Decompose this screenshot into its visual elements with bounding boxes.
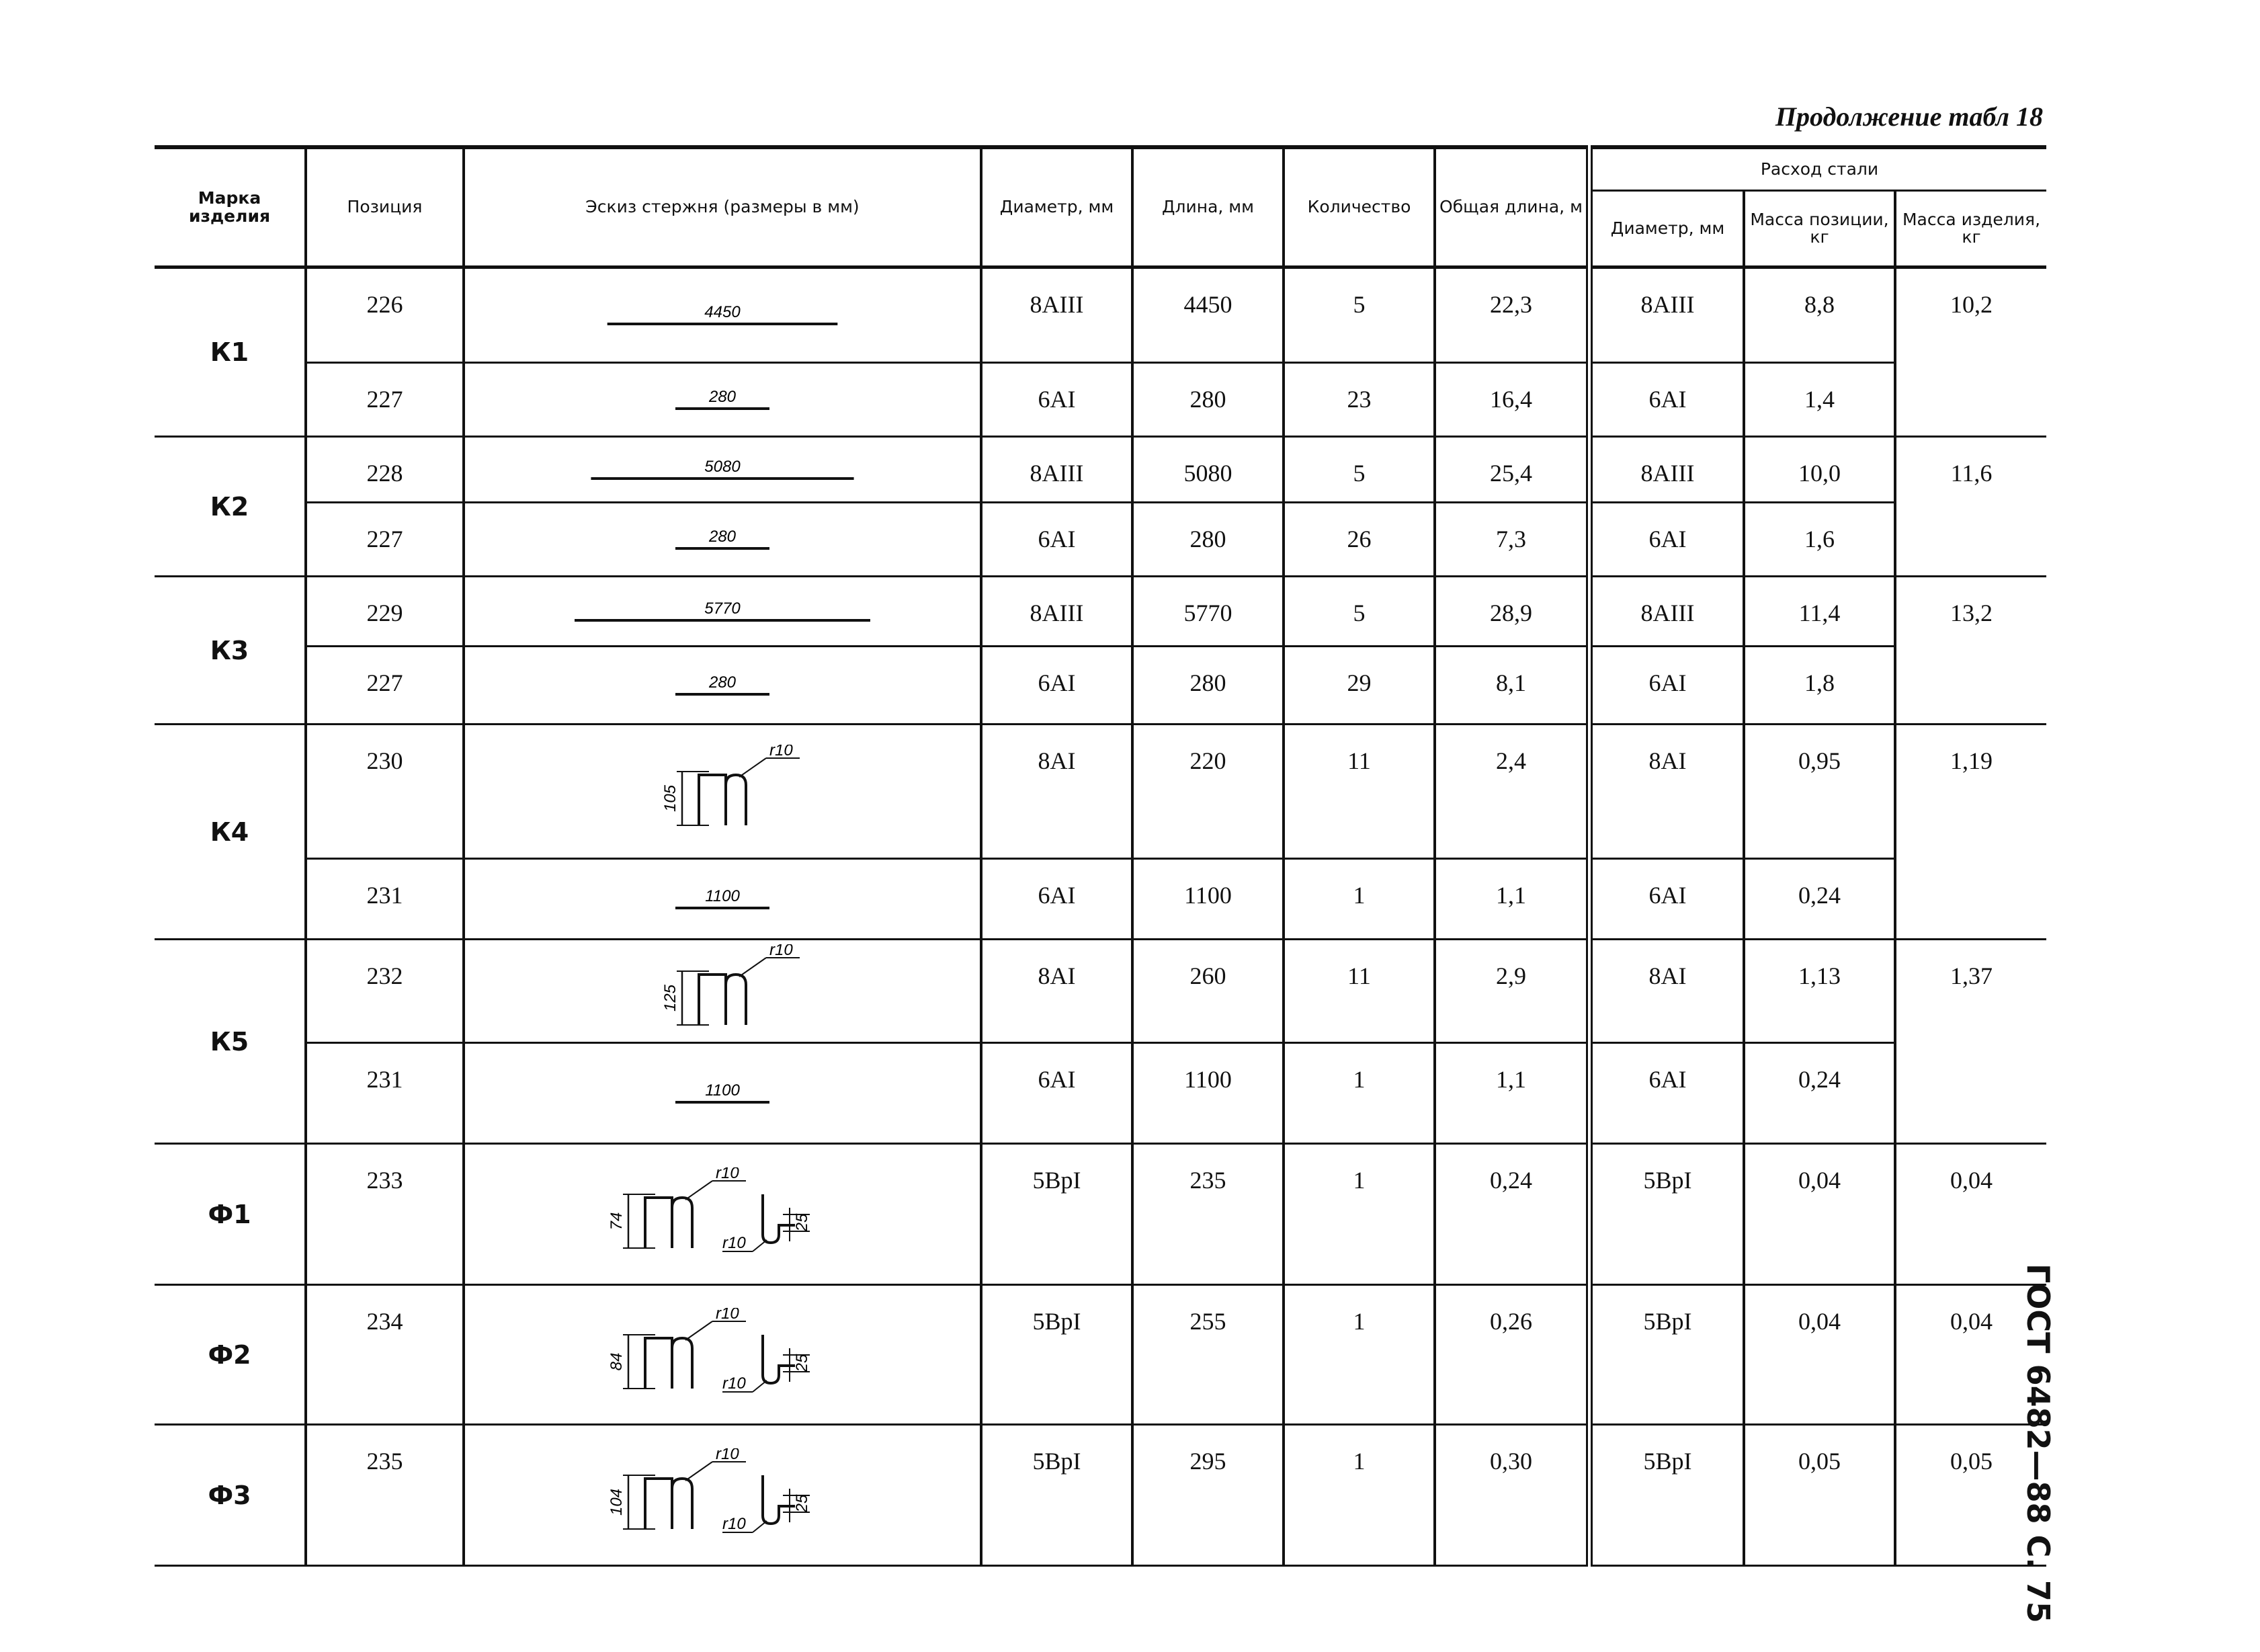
table-caption: Продолжение табл 18 [1775,101,2043,132]
sketch-dimension-label: r10 [769,744,793,759]
sketch-dimension-label: r10 [716,1307,739,1323]
table-row [155,503,2046,577]
position-mass-value: 0,24 [1744,859,1895,940]
quantity-value: 29 [1284,647,1435,725]
quantity-value: 1 [1284,1043,1435,1144]
table-row [155,859,2046,940]
bent-bar-sketch [581,745,864,839]
quantity-value: 5 [1284,267,1435,363]
sketch-dimension-label: 280 [708,527,737,546]
bar-sketch [464,577,981,647]
quantity-value: 5 [1284,437,1435,503]
sketch-dimension-label: 5080 [704,457,741,476]
bar-sketch [464,267,981,363]
item-mass-value: 0,04 [1895,1285,2046,1425]
steel-diameter-value: 5ВрI [1589,1285,1744,1425]
table-row [155,437,2046,503]
sketch-dimension-label: 125 [661,984,679,1011]
sketch-dimension-label: r10 [722,1233,746,1252]
length-value: 280 [1132,647,1284,725]
header-position: Позиция [306,147,464,267]
bent-bar-line [645,1338,692,1389]
diameter-value: 5ВрI [981,1425,1132,1566]
item-mark: К3 [155,577,306,725]
quantity-value: 1 [1284,1285,1435,1425]
position-number: 233 [306,1144,464,1285]
header-length: Длина, мм [1132,147,1284,267]
sketch-dimension-label: 280 [708,673,737,692]
item-mass-value: 0,04 [1895,1144,2046,1285]
position-number: 230 [306,725,464,859]
total-length-value: 0,26 [1435,1285,1589,1425]
item-mass-value: 1,37 [1895,940,2046,1144]
position-mass-value: 1,6 [1744,503,1895,577]
table-row [155,647,2046,725]
total-length-value: 2,9 [1435,940,1589,1043]
sketch-dimension-label: 1100 [705,886,740,905]
header-mark: Марка изделия [155,147,306,267]
diameter-value: 5ВрI [981,1144,1132,1285]
item-mark: К4 [155,725,306,940]
table-row [155,940,2046,1043]
diameter-value: 6АI [981,859,1132,940]
sketch-dimension-label: 104 [608,1488,626,1516]
sketch-dimension-label: 84 [608,1352,626,1370]
steel-diameter-value: 5ВрI [1589,1425,1744,1566]
bent-bar-line [645,1479,692,1529]
sketch-dimension-label: r10 [716,1448,739,1463]
diameter-value: 8АIII [981,577,1132,647]
item-mass-value: 1,19 [1895,725,2046,940]
sketch-dimension-label: r10 [722,1374,746,1393]
item-mark: Ф3 [155,1425,306,1566]
position-number: 229 [306,577,464,647]
position-number: 235 [306,1425,464,1566]
bar-sketch [464,437,981,503]
quantity-value: 11 [1284,940,1435,1043]
total-length-value: 1,1 [1435,1043,1589,1144]
header-diameter: Диаметр, мм [981,147,1132,267]
length-value: 260 [1132,940,1284,1043]
bar-sketch [464,725,981,859]
bar-sketch [464,1144,981,1285]
straight-bar-sketch [561,292,884,339]
bent-bar-line [699,775,746,825]
sketch-dimension-label: 74 [608,1212,626,1230]
length-value: 4450 [1132,267,1284,363]
straight-bar-sketch [561,446,884,493]
position-number: 234 [306,1285,464,1425]
length-value: 280 [1132,363,1284,437]
bar-sketch [464,1425,981,1566]
table-row [155,1425,2046,1566]
quantity-value: 26 [1284,503,1435,577]
total-length-value: 1,1 [1435,859,1589,940]
position-number: 227 [306,503,464,577]
quantity-value: 11 [1284,725,1435,859]
position-number: 231 [306,1043,464,1144]
item-mass-value: 0,05 [1895,1425,2046,1566]
bar-sketch [464,859,981,940]
position-mass-value: 10,0 [1744,437,1895,503]
steel-diameter-value: 6АI [1589,503,1744,577]
position-mass-value: 0,04 [1744,1285,1895,1425]
total-length-value: 8,1 [1435,647,1589,725]
length-value: 1100 [1132,859,1284,940]
header-total-length: Общая длина, м [1435,147,1589,267]
sketch-dimension-label: 25 [793,1213,811,1231]
diameter-value: 6АI [981,1043,1132,1144]
item-mass-value: 13,2 [1895,577,2046,725]
position-number: 227 [306,363,464,437]
straight-bar-sketch [561,376,884,423]
diameter-value: 6АI [981,503,1132,577]
position-number: 228 [306,437,464,503]
total-length-value: 7,3 [1435,503,1589,577]
steel-diameter-value: 6АI [1589,363,1744,437]
total-length-value: 28,9 [1435,577,1589,647]
table-row [155,577,2046,647]
position-mass-value: 11,4 [1744,577,1895,647]
item-mark: К1 [155,267,306,437]
position-mass-value: 1,13 [1744,940,1895,1043]
position-number: 227 [306,647,464,725]
table-row [155,1144,2046,1285]
length-value: 280 [1132,503,1284,577]
sketch-dimension-label: 105 [661,784,679,812]
table-row [155,1043,2046,1144]
steel-diameter-value: 5ВрI [1589,1144,1744,1285]
bar-sketch [464,1043,981,1144]
item-mark: Ф2 [155,1285,306,1425]
quantity-value: 1 [1284,1425,1435,1566]
table-row [155,1285,2046,1425]
length-value: 220 [1132,725,1284,859]
header-quantity: Количество [1284,147,1435,267]
sketch-dimension-label: 25 [793,1494,811,1512]
length-value: 255 [1132,1285,1284,1425]
sketch-dimension-label: 1100 [705,1081,740,1100]
straight-bar-sketch [561,516,884,563]
bent-bar-line [645,1198,692,1248]
position-number: 231 [306,859,464,940]
length-value: 5080 [1132,437,1284,503]
position-mass-value: 1,4 [1744,363,1895,437]
total-length-value: 16,4 [1435,363,1589,437]
straight-bar-sketch [561,662,884,709]
sketch-dimension-label: 5770 [704,599,741,618]
diameter-value: 8АIII [981,437,1132,503]
position-mass-value: 8,8 [1744,267,1895,363]
item-mass-value: 11,6 [1895,437,2046,577]
sketch-dimension-label: 4450 [704,303,741,321]
straight-bar-sketch [561,588,884,635]
position-mass-value: 1,8 [1744,647,1895,725]
straight-bar-sketch [561,1070,884,1117]
position-number: 226 [306,267,464,363]
bent-bar-sketch [581,1167,864,1262]
bent-bar-sketch [581,944,864,1038]
steel-diameter-value: 8АI [1589,940,1744,1043]
header-item-mass: Масса изделия, кг [1895,191,2046,267]
table-row [155,267,2046,363]
diameter-value: 5ВрI [981,1285,1132,1425]
position-mass-value: 0,05 [1744,1425,1895,1566]
bar-sketch [464,503,981,577]
item-mark: К5 [155,940,306,1144]
steel-diameter-value: 8АIII [1589,267,1744,363]
header-pos-mass: Масса позиции, кг [1744,191,1895,267]
steel-diameter-value: 6АI [1589,859,1744,940]
steel-diameter-value: 6АI [1589,647,1744,725]
steel-table [155,145,2046,1567]
quantity-value: 5 [1284,577,1435,647]
quantity-value: 23 [1284,363,1435,437]
steel-diameter-value: 8АIII [1589,437,1744,503]
length-value: 5770 [1132,577,1284,647]
bent-bar-line [699,975,746,1025]
diameter-value: 8АI [981,940,1132,1043]
position-mass-value: 0,24 [1744,1043,1895,1144]
steel-diameter-value: 8АIII [1589,577,1744,647]
total-length-value: 0,24 [1435,1144,1589,1285]
total-length-value: 2,4 [1435,725,1589,859]
total-length-value: 0,30 [1435,1425,1589,1566]
quantity-value: 1 [1284,1144,1435,1285]
sketch-dimension-label: r10 [769,944,793,959]
sketch-dimension-label: r10 [716,1167,739,1182]
diameter-value: 8АIII [981,267,1132,363]
diameter-value: 6АI [981,363,1132,437]
position-number: 232 [306,940,464,1043]
table-row [155,725,2046,859]
diameter-value: 6АI [981,647,1132,725]
item-mass-value: 10,2 [1895,267,2046,437]
bar-sketch [464,647,981,725]
sketch-dimension-label: 280 [708,387,737,406]
diameter-value: 8АI [981,725,1132,859]
steel-diameter-value: 8АI [1589,725,1744,859]
header-steel-diameter: Диаметр, мм [1589,191,1744,267]
quantity-value: 1 [1284,859,1435,940]
position-mass-value: 0,04 [1744,1144,1895,1285]
bent-bar-sketch [581,1448,864,1542]
bar-sketch [464,940,981,1043]
header-steel: Расход стали [1589,147,2046,191]
side-label: ГОСТ 6482—88 С. 75 [2020,1264,2056,1623]
steel-diameter-value: 6АI [1589,1043,1744,1144]
bar-sketch [464,363,981,437]
total-length-value: 25,4 [1435,437,1589,503]
sketch-dimension-label: 25 [793,1354,811,1372]
header-sketch: Эскиз стержня (размеры в мм) [464,147,981,267]
item-mark: Ф1 [155,1144,306,1285]
position-mass-value: 0,95 [1744,725,1895,859]
length-value: 295 [1132,1425,1284,1566]
table-row [155,363,2046,437]
total-length-value: 22,3 [1435,267,1589,363]
length-value: 1100 [1132,1043,1284,1144]
length-value: 235 [1132,1144,1284,1285]
straight-bar-sketch [561,876,884,923]
bent-bar-sketch [581,1308,864,1402]
bar-sketch [464,1285,981,1425]
sketch-dimension-label: r10 [722,1514,746,1533]
item-mark: К2 [155,437,306,577]
